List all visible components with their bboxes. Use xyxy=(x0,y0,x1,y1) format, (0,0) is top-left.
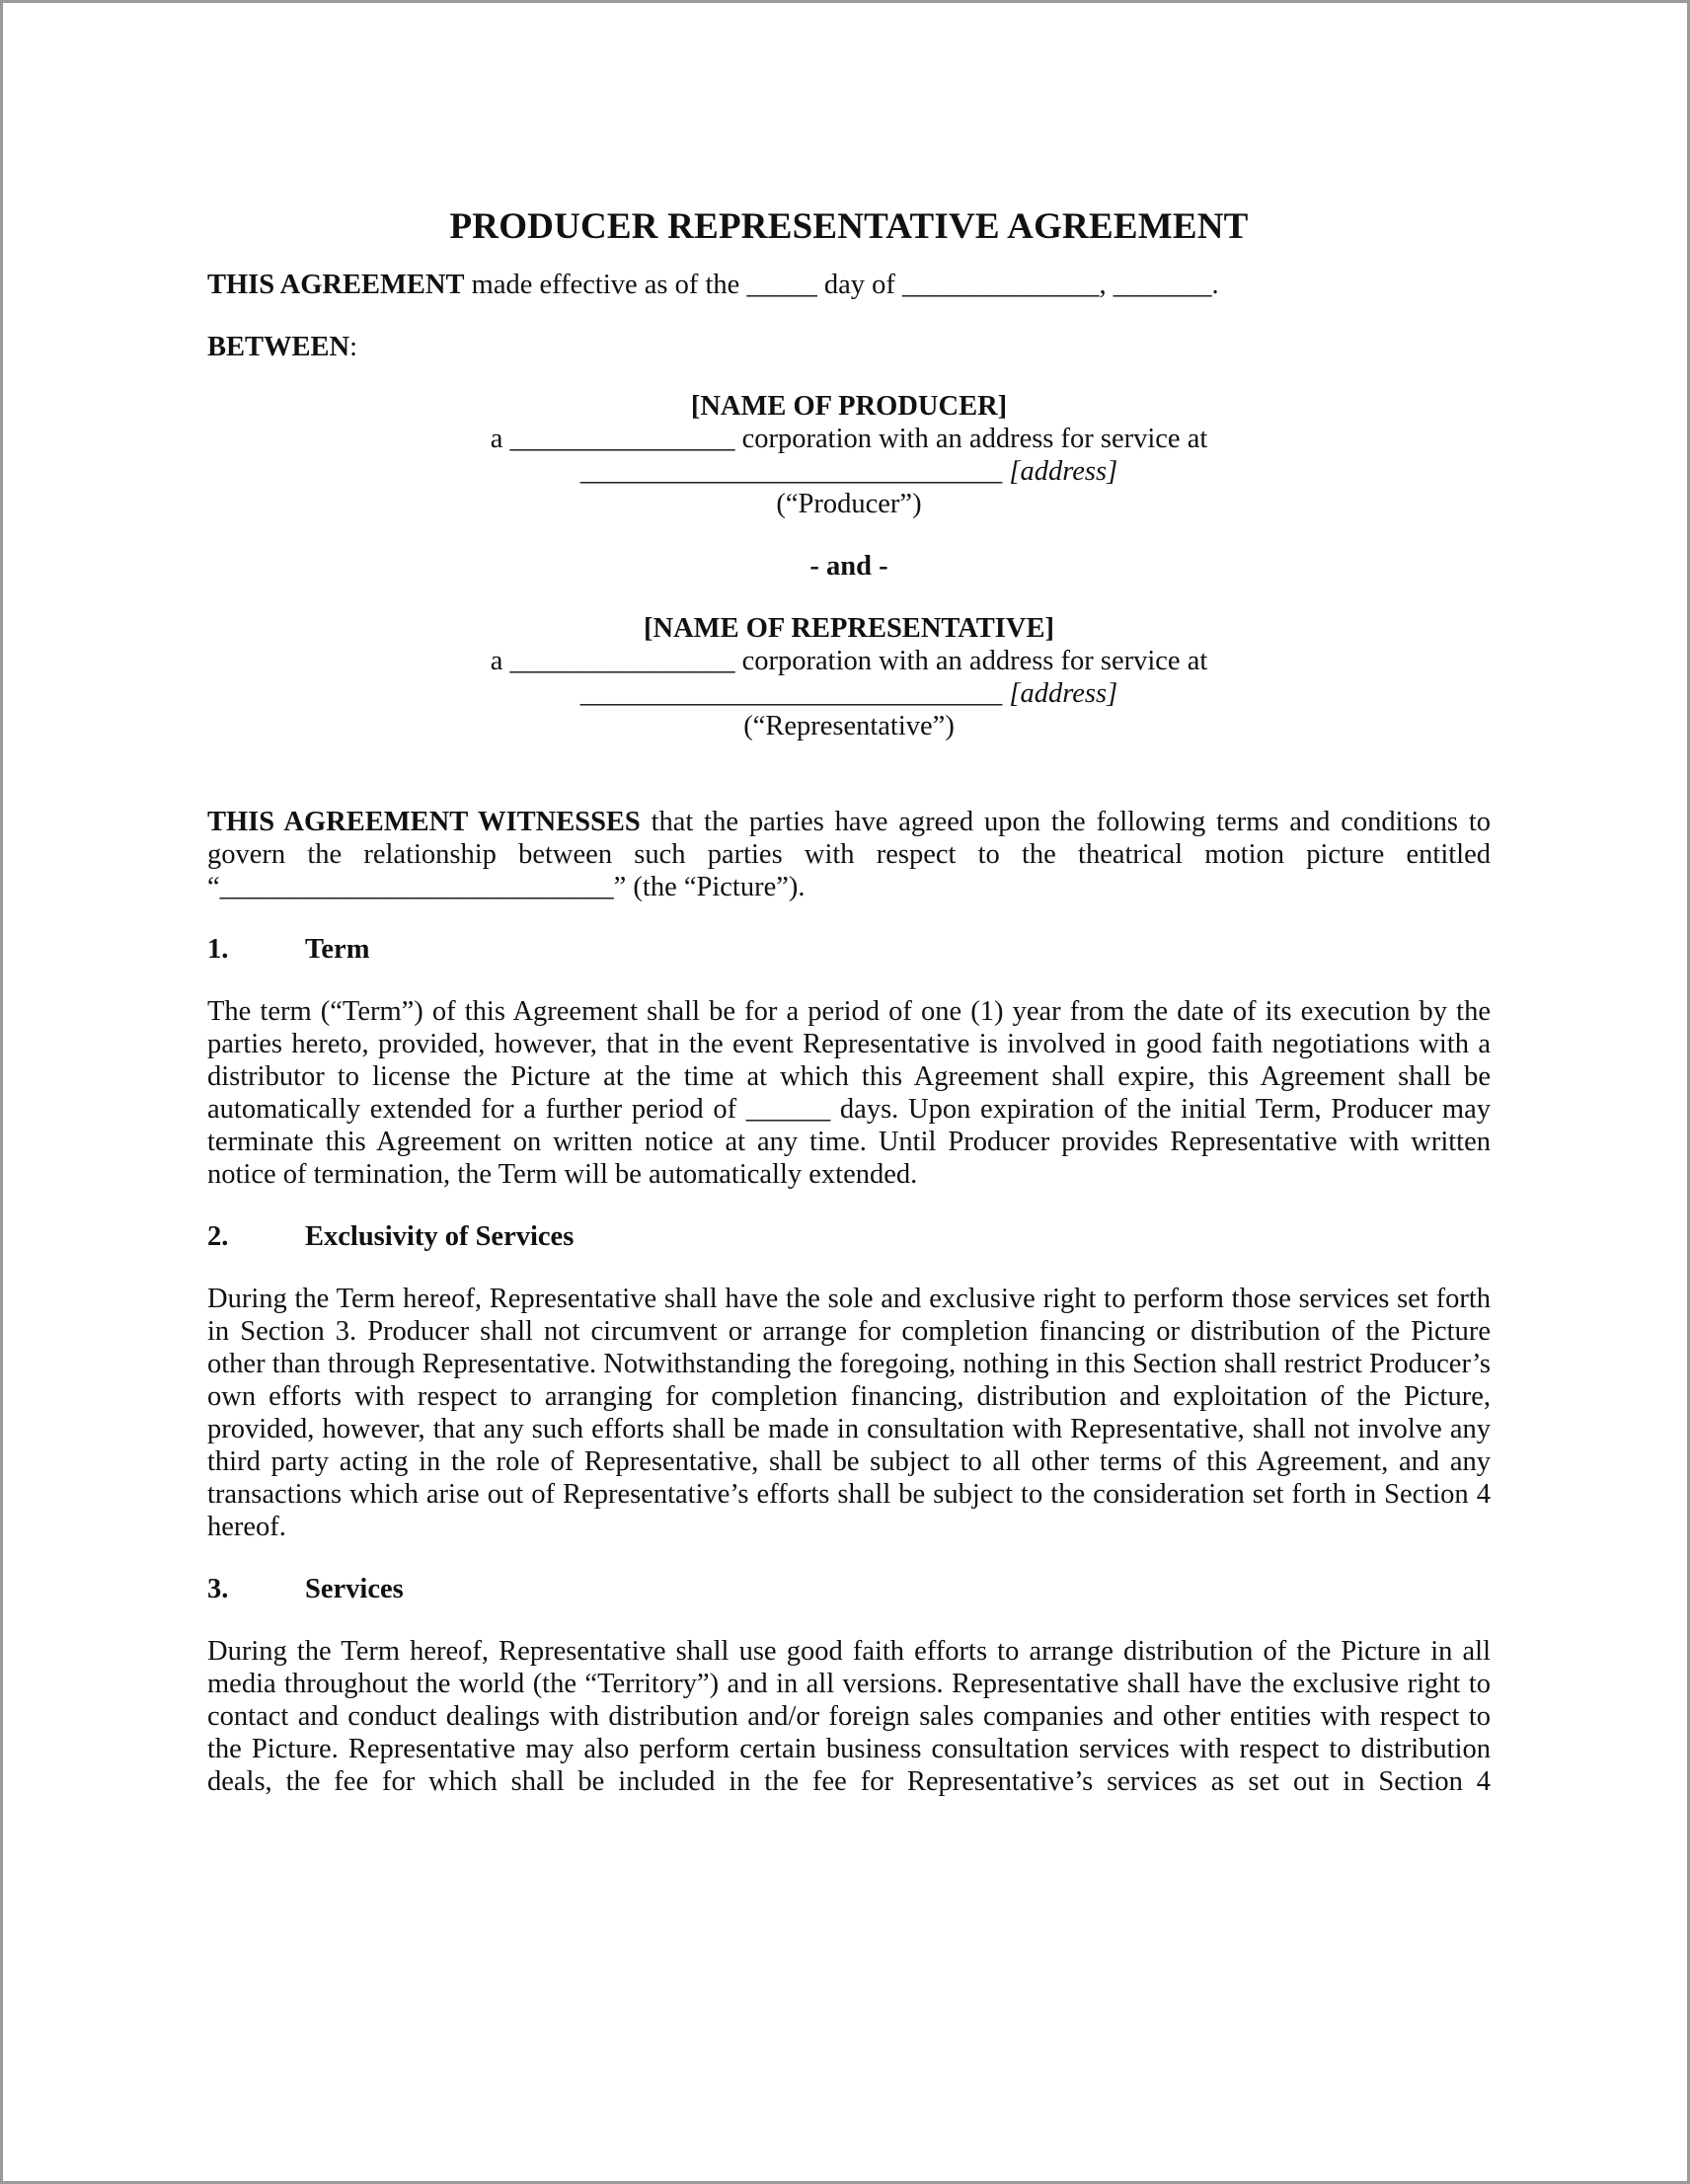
section-title: Term xyxy=(305,934,370,965)
producer-address-label: [address] xyxy=(1009,456,1118,487)
section-3-heading xyxy=(207,1573,1491,1605)
producer-defined-as: (“Producer”) xyxy=(776,489,922,519)
section-1-heading xyxy=(207,933,1491,966)
witnesses-text: that the parties have agreed upon the following terms and conditions to govern the relationship between such parties with respect to the theatrical motion picture entitled “____________________________” (the “Picture”). xyxy=(207,807,1491,902)
effective-date-clause xyxy=(207,269,1491,301)
and-separator: - and - xyxy=(809,551,888,582)
representative-party-block xyxy=(207,612,1491,742)
representative-address-line: ______________________________ [address] xyxy=(579,678,1118,709)
document-title: PRODUCER REPRESENTATIVE AGREEMENT xyxy=(449,206,1249,247)
witnesses-clause xyxy=(207,806,1491,903)
representative-address-label: [address] xyxy=(1009,678,1118,709)
section-title: Services xyxy=(305,1574,404,1604)
section-1-body: The term (“Term”) of this Agreement shall be for a period of one (1) year from the date of its execution by the parties hereto, provided, however, that in the event Representative is involved in good faith negotiations with a distributor to license the Picture at the time at which this Agreement shall expire, this Agreement shall be automatically extended for a further period of ______ days. Upon expiration of the initial Term, Producer may terminate this Agreement on written notice at any time. Until Producer provides Representative with written notice of termination, the Term will be automatically extended. xyxy=(207,996,1491,1190)
representative-defined-as: (“Representative”) xyxy=(743,711,955,741)
producer-party-block xyxy=(207,390,1491,520)
document-body xyxy=(207,205,1491,1798)
representative-name: [NAME OF REPRESENTATIVE] xyxy=(644,613,1054,644)
producer-corp-line: a ________________ corporation with an address for service at xyxy=(490,424,1208,454)
section-number: 1. xyxy=(207,934,229,965)
intro-text: made effective as of the _____ day of ______________, _______. xyxy=(464,270,1219,300)
producer-address-line: ______________________________ [address] xyxy=(579,456,1118,487)
section-title: Exclusivity of Services xyxy=(305,1221,575,1252)
producer-name: [NAME OF PRODUCER] xyxy=(690,391,1008,422)
section-3-body: During the Term hereof, Representative shall use good faith efforts to arrange distribution of the Picture in all media throughout the world (the “Territory”) and in all versions. Representative shall have the exclusive right to contact and conduct dealings with distribution and/or foreign sales companies and other entities with respect to the Picture. Representative may also perform certain business consultation services with respect to distribution deals, the fee for which shall be included in the fee for Representative’s services as set out in Section 4 xyxy=(207,1636,1491,1797)
section-number: 2. xyxy=(207,1221,229,1252)
section-2-body: During the Term hereof, Representative shall have the sole and exclusive right to perform those services set forth in Section 3. Producer shall not circumvent or arrange for completion financing or distribution of the Picture other than through Representative. Notwithstanding the foregoing, nothing in this Section shall restrict Producer’s own efforts with respect to arranging for completion financing, distribution and exploitation of the Picture, provided, however, that any such efforts shall be made in consultation with Representative, shall not involve any third party acting in the role of Representative, shall be subject to all other terms of this Agreement, and any transactions which arise out of Representative’s efforts shall be subject to the consideration set forth in Section 4 hereof. xyxy=(207,1284,1491,1542)
intro-lead: THIS AGREEMENT xyxy=(207,270,465,300)
section-2-heading xyxy=(207,1220,1491,1253)
section-number: 3. xyxy=(207,1574,229,1604)
between-label: BETWEEN: xyxy=(207,332,358,362)
witnesses-lead: THIS AGREEMENT WITNESSES xyxy=(207,807,641,837)
representative-corp-line: a ________________ corporation with an address for service at xyxy=(490,646,1208,676)
